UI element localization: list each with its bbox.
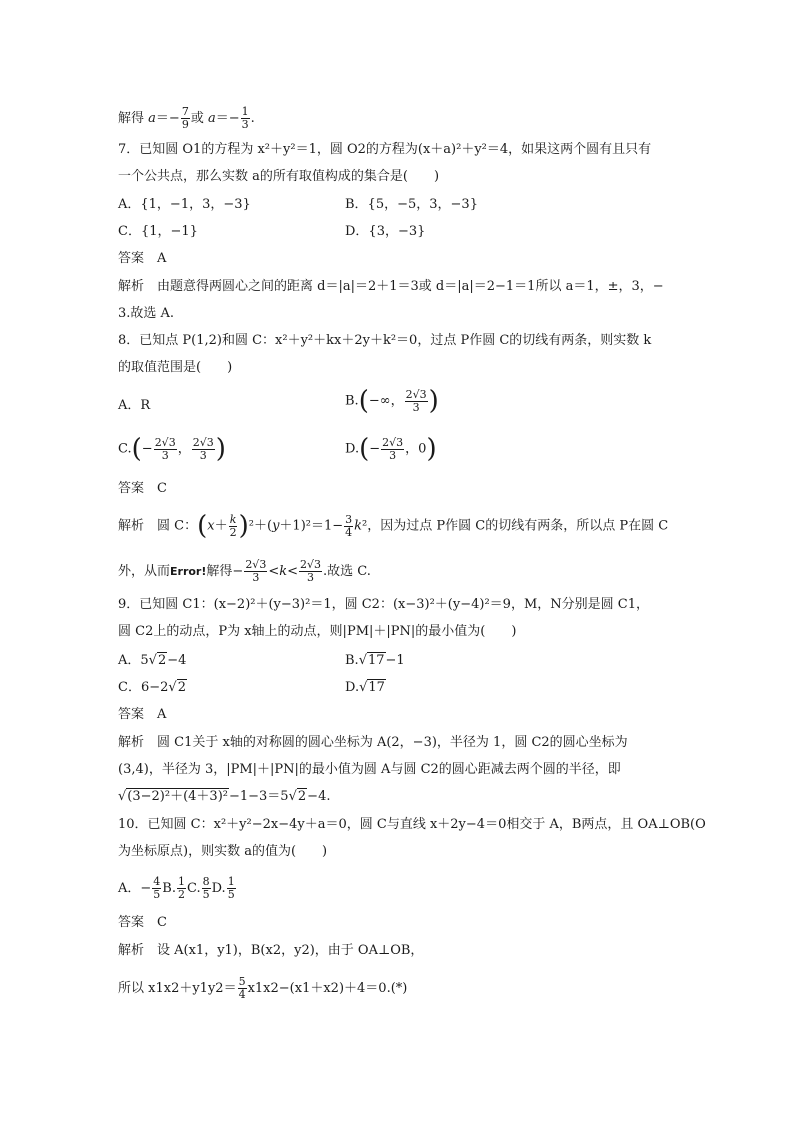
question-9-cont: 圆 C2上的动点，P为 x轴上的动点，则|PM|＋|PN|的最小值为( ) — [118, 624, 517, 639]
explanation-10: 解析 设 A(x1，y1)，B(x2，y2)，由于 OA⊥OB， — [118, 943, 424, 958]
explanation-8-cont: 外，从而Error!解得− $\frac{2√3}{3}$ <k< $\frac{2√3}{3}$ .故选 C. — [118, 558, 371, 584]
option-8d: D.(− $\frac{2√3}{3}$ ，0) — [345, 434, 437, 464]
question-7: 7．已知圆 O1的方程为 x²＋y²＝1，圆 O2的方程为(x＋a)²＋y²＝4，如果这两个圆有且只有 — [118, 142, 652, 157]
option-7d: D．{3，−3} — [345, 224, 426, 239]
option-9d: D.√17 — [345, 680, 385, 695]
question-10: 10．已知圆 C：x²＋y²−2x−4y＋a＝0，圆 C与直线 x＋2y−4＝0相交于 A，B两点，且 OA⊥OB(O — [118, 817, 706, 832]
option-9c: C．6−2√2 — [118, 680, 186, 695]
explanation-9-cont: (3,4)，半径为 3，|PM|＋|PN|的最小值为圆 A与圆 C2的圆心距减去两个圆的半径，即 — [118, 762, 621, 777]
question-10-cont: 为坐标原点)，则实数 a的值为( ) — [118, 844, 328, 859]
answer-9: 答案 A — [118, 707, 167, 722]
error-marker: Error! — [170, 565, 207, 578]
options-10: A．− $\frac{4}{5}$ B. $\frac{1}{2}$ C. $\frac{8}{5}$ D. $\frac{1}{5}$ — [118, 875, 235, 901]
question-8: 8．已知点 P(1,2)和圆 C：x²＋y²＋kx＋2y＋k²＝0，过点 P作圆 C的切线有两条，则实数 k — [118, 333, 652, 348]
explanation-7: 解析 由题意得两圆心之间的距离 d＝|a|＝2＋1＝3或 d＝|a|＝2−1＝1所以 a＝1，±，3，− — [118, 279, 664, 294]
option-8b: B.(−∞， $\frac{2√3}{3}$ ) — [345, 386, 439, 416]
explanation-10-cont: 所以 x1x2＋y1y2＝ $\frac{5}{4}$ x1x2−(x1＋x2)＋4＝0.(*) — [118, 975, 408, 1001]
answer-10: 答案 C — [118, 915, 167, 930]
explanation-9-formula: √(3−2)²＋(4＋3)²−1−3＝5√2−4. — [118, 789, 331, 804]
option-8a: A．R — [118, 398, 151, 413]
answer-8: 答案 C — [118, 481, 167, 496]
question-9: 9．已知圆 C1：(x−2)²＋(y−3)²＝1，圆 C2：(x−3)²＋(y−4)²＝9，M，N分别是圆 C1， — [118, 597, 649, 612]
solution-line: 解得 a＝− $\frac{7}{9}$ 或 a＝− $\frac{1}{3}$ . — [118, 105, 255, 131]
explanation-7-cont: 3.故选 A. — [118, 306, 175, 321]
option-7a: A．{1，−1，3，−3} — [118, 197, 251, 212]
answer-7: 答案 A — [118, 251, 167, 266]
explanation-9: 解析 圆 C1关于 x轴的对称圆的圆心坐标为 A(2，−3)，半径为 1，圆 C2的圆心坐标为 — [118, 735, 628, 750]
option-7b: B．{5，−5，3，−3} — [345, 197, 478, 212]
option-7c: C．{1，−1} — [118, 224, 198, 239]
option-9a: A．5√2−4 — [118, 653, 187, 668]
question-7-cont: 一个公共点，那么实数 a的所有取值构成的集合是( ) — [118, 169, 440, 184]
question-8-cont: 的取值范围是( ) — [118, 360, 233, 375]
option-8c: C.(− $\frac{2√3}{3}$ ， $\frac{2√3}{3}$ ) — [118, 434, 226, 464]
option-9b: B.√17−1 — [345, 653, 405, 668]
explanation-8: 解析 圆 C：(x＋ $\frac{k}{2}$ )²＋(y＋1)²＝1− $\frac{3}{4}$ k²，因为过点 P作圆 C的切线有两条，所以点 P在圆 C — [118, 511, 669, 541]
